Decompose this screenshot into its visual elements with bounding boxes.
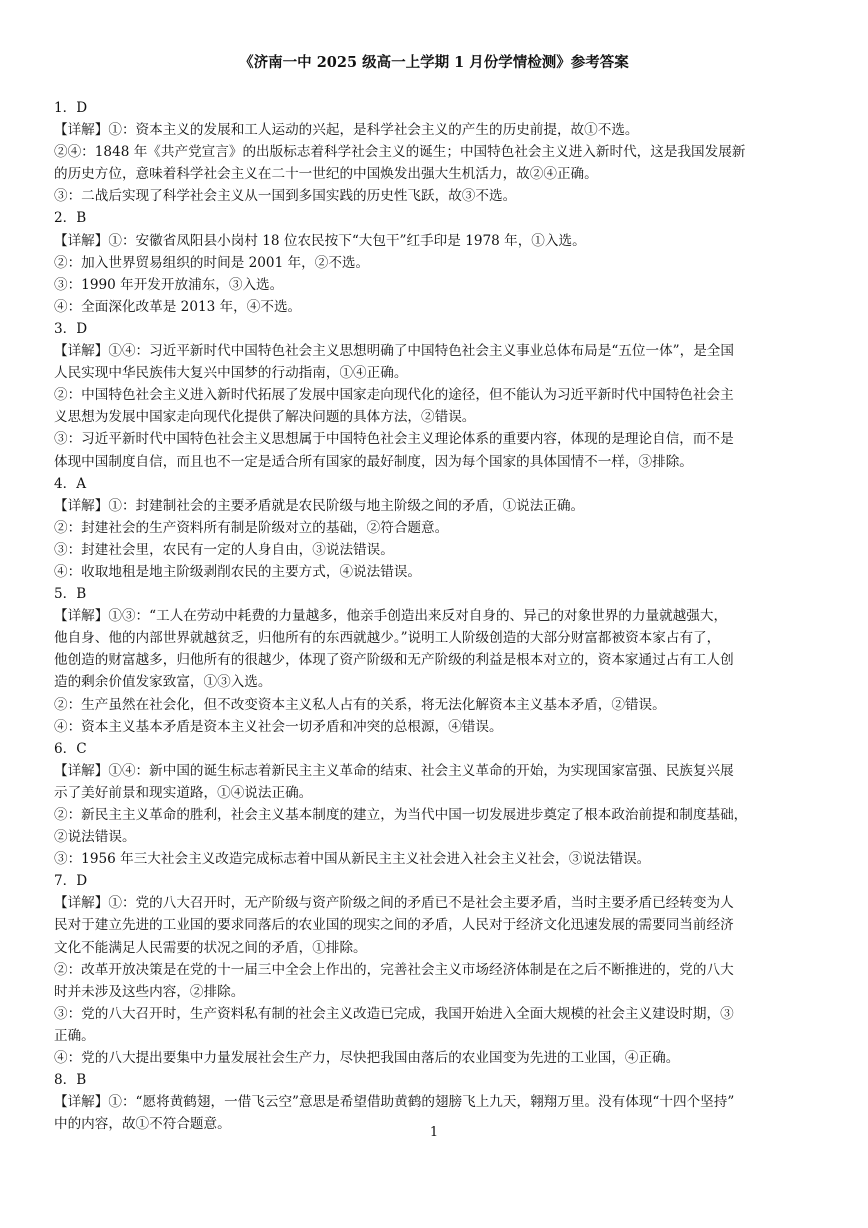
text-line: ②：封建社会的生产资料所有制是阶级对立的基础，②符合题意。 [54,519,449,536]
text-line: ③：习近平新时代中国特色社会主义思想属于中国特色社会主义理论体系的重要内容，体现的是理论自信，而不是 [54,431,734,448]
text-line: ②：生产虽然在社会化，但不改变资本主义私人占有的关系，将无法化解资本主义基本矛盾，②错误。 [54,696,666,713]
text-line: 6．C [54,740,87,757]
text-line: 【详解】①：“愿将黄鹤翅，一借飞云空”意思是希望借助黄鹤的翅膀飞上九天，翱翔万里。没有体现“十四个坚持” [54,1094,735,1111]
text-line: 7．D [54,873,88,890]
text-line: 【详解】①③：“工人在劳动中耗费的力量越多，他亲手创造出来反对自身的、异己的对象世界的力量就越强大， [54,608,728,625]
page-title: 《济南一中 2025 级高一上学期 1 月份学情检测》参考答案 [239,54,629,71]
text-line: ④：资本主义基本矛盾是资本主义社会一切矛盾和冲突的总根源，④错误。 [54,718,503,735]
text-line: 8．B [54,1072,87,1089]
text-line: 示了美好前景和现实道路，①④说法正确。 [54,784,313,801]
text-line: 【详解】①④：习近平新时代中国特色社会主义思想明确了中国特色社会主义事业总体布局是“五位一体”，是全国 [54,343,734,360]
text-line: 他创造的财富越多，归他所有的很越少，体现了资产阶级和无产阶级的利益是根本对立的，资本家通过占有工人创 [54,652,734,669]
text-line: 的历史方位，意味着科学社会主义在二十一世纪的中国焕发出强大生机活力，故②④正确。 [54,166,598,183]
text-line: ②：新民主主义革命的胜利，社会主义基本制度的建立，为当代中国一切发展进步奠定了根本政治前提和制度基础， [54,807,748,823]
text-line: 【详解】①：安徽省凤阳县小岗村 18 位农民按下“大包干”红手印是 1978 年，①入选。 [54,232,586,249]
text-line: 1．D [54,100,88,116]
text-line: ③：党的八大召开时，生产资料私有制的社会主义改造已完成，我国开始进入全面大规模的社会主义建设时期，③ [54,1005,734,1022]
text-line: 人民实现中华民族伟大复兴中国梦的行动指南，①④正确。 [54,365,408,382]
text-line: ③：封建社会里，农民有一定的人身自由，③说法错误。 [54,541,394,558]
text-line: 他自身、他的内部世界就越贫乏，归他所有的东西就越少。”说明工人阶级创造的大部分财富都被资本家占有了， [54,630,721,647]
text-line: 3．D [54,320,88,337]
text-line: ②：中国特色社会主义进入新时代拓展了发展中国家走向现代化的途径，但不能认为习近平新时代中国特色社会主 [54,387,734,404]
text-line: 体现中国制度自信，而且也不一定是适合所有国家的最好制度，因为每个国家的具体国情不一样，③排除。 [54,453,693,470]
text-line: ③：1956 年三大社会主义改造完成标志着中国从新民主主义社会进入社会主义社会，③说法错误。 [54,851,651,868]
text-line: 文化不能满足人民需要的状况之间的矛盾，①排除。 [54,939,367,956]
text-line: 【详解】①：党的八大召开时，无产阶级与资产阶级之间的矛盾已不是社会主要矛盾，当时主要矛盾已经转变为人 [54,895,734,912]
text-line: 时并未涉及这些内容，②排除。 [54,983,245,1000]
text-line: ④：全面深化改革是 2013 年，④不选。 [54,298,302,315]
text-line: ③：1990 年开发开放浦东，③入选。 [54,276,284,293]
text-line: 正确。 [54,1027,95,1044]
text-line: ②说法错误。 [54,829,136,846]
text-line: ②：改革开放决策是在党的十一届三中全会上作出的，完善社会主义市场经济体制是在之后不断推进的，党的八大 [54,961,734,978]
answer-content [54,97,824,1135]
text-line: 4．A [54,475,87,492]
text-line: 【详解】①④：新中国的诞生标志着新民主主义革命的结束、社会主义革命的开始，为实现国家富强、民族复兴展 [54,762,734,779]
text-line: 造的剩余价值发家致富，①③入选。 [54,674,272,691]
text-line: ②：加入世界贸易组织的时间是 2001 年，②不选。 [54,254,370,271]
page-number: 1 [429,1125,439,1140]
text-line: 2．B [54,210,87,227]
text-line: 中的内容，故①不符合题意。 [54,1116,231,1133]
text-line: 民对于建立先进的工业国的要求同落后的农业国的现实之间的矛盾，人民对于经济文化迅速发展的需要同当前经济 [54,917,734,934]
text-line: 5．B [54,586,87,603]
text-line: 【详解】①：封建制社会的主要矛盾就是农民阶级与地主阶级之间的矛盾，①说法正确。 [54,497,585,514]
text-line: ④：收取地租是地主阶级剥削农民的主要方式，④说法错误。 [54,563,422,580]
text-line: ③：二战后实现了科学社会主义从一国到多国实践的历史性飞跃，故③不选。 [54,188,517,205]
text-line: ④：党的八大提出要集中力量发展社会生产力，尽快把我国由落后的农业国变为先进的工业国，④正确。 [54,1050,680,1067]
text-line: 义思想为发展中国家走向现代化提供了解决问题的具体方法，②错误。 [54,409,476,426]
text-line: 【详解】①：资本主义的发展和工人运动的兴起，是科学社会主义的产生的历史前提，故①不选。 [54,122,639,139]
text-line: ②④：1848 年《共产党宣言》的出版标志着科学社会主义的诞生；中国特色社会主义进入新时代，这是我国发展新 [54,144,746,161]
